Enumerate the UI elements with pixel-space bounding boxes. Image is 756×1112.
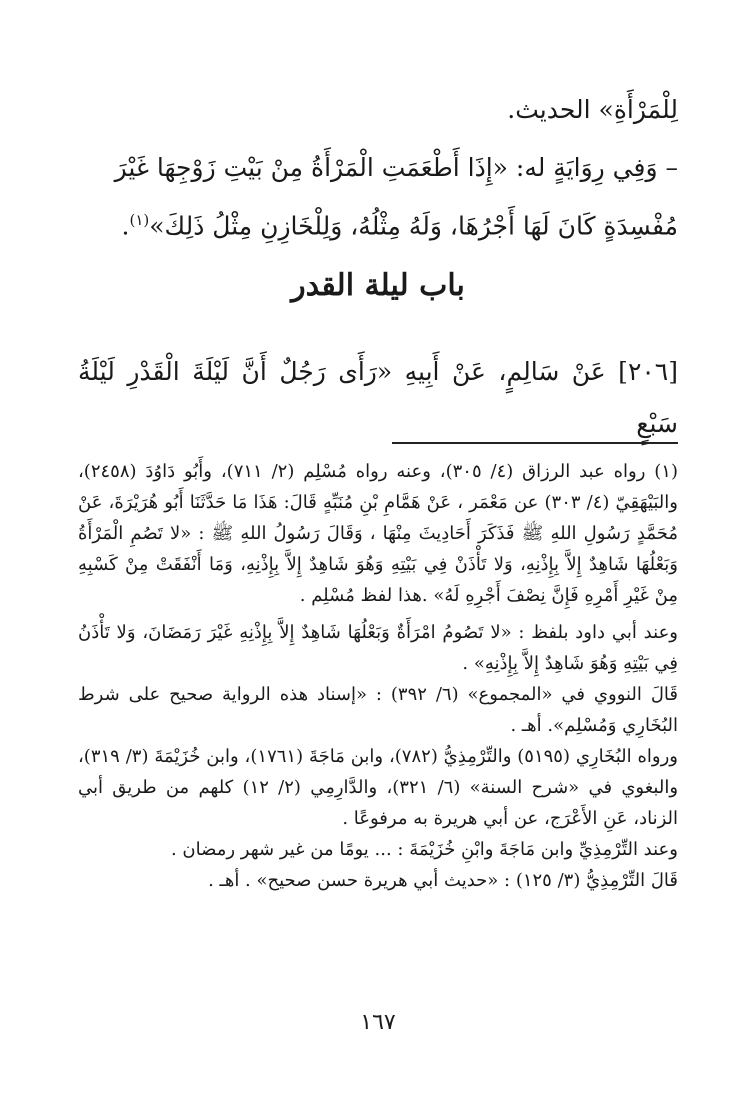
hadith-line: [٢٠٦] عَنْ سَالِمٍ، عَنْ أَبِيهِ «رَأَى رَجُلٌ أَنَّ لَيْلَةَ الْقَدْرِ لَيْلَةُ سَبْعٍ: [78, 357, 678, 438]
footnote-nawawi: قَالَ النووي في «المجموع» (٦/ ٣٩٢) : «إسناد هذه الرواية صحيح على شرط البُخَارِي وَمُسْلِم». أهـ .: [78, 684, 678, 736]
footnote-tirmidhi-grade: قَالَ التِّرْمِذِيُّ (٣/ ١٢٥) : «حديث أبي هريرة حسن صحيح» . أهـ .: [208, 870, 678, 891]
footnote-bukhari: ورواه البُخَارِي (٥١٩٥) والتِّرْمِذِيُّ (٧٨٢)، وابن مَاجَةَ (١٧٦١)، وابن خُزَيْمَةَ (٣/ ٣١٩)، والبغوي في «شرح السنة» (٦/ ٣٢١)، والدَّارِمِي (٢/ ١٢) كلهم من طريق أبي الزناد، عَنِ الأَعْرَج، عن أبي هريرة به مرفوعًا .: [78, 746, 679, 829]
main-text: [78, 84, 678, 252]
riwaya-line-2-end: .: [121, 211, 130, 241]
footnote-1: (١) رواه عبد الرزاق (٤/ ٣٠٥)، وعنه رواه مُسْلِم (٢/ ٧١١)، وأَبُو دَاوُدَ (٢٤٥٨)، والبَيْهَقِيّ (٤/ ٣٠٣) عن مَعْمَر ، عَنْ هَمَّامِ بْنِ مُنَبِّهٍ قَالَ: هَذَا مَا حَدَّثَنَا أَبُو هُرَيْرَةَ، عَنْ مُحَمَّدٍ رَسُولِ اللهِ ﷺ فَذَكَرَ أَحَادِيثَ مِنْهَا ، وَقَالَ رَسُولُ اللهِ ﷺ : «لا تَصُمِ الْمَرْأَةُ وَبَعْلُهَا شَاهِدٌ إِلاَّ بِإِذْنِهِ، وَلا تَأْذَنْ فِي بَيْتِهِ وَهُوَ شَاهِدٌ إِلاَّ بِإِذْنِهِ، وَمَا أَنْفَقَتْ مِنْ كَسْبِهِ مِنْ غَيْرِ أَمْرِهِ فَإِنَّ نِصْفَ أَجْرِهِ لَهُ» .هذا لفظ مُسْلِم .: [78, 461, 678, 606]
footnotes: [78, 456, 678, 896]
footnote-abu-dawud: وعند أبي داود بلفظ : «لا تَصُومُ امْرَأَةٌ وَبَعْلُهَا شَاهِدٌ إِلاَّ بِإِذْنِهِ غَيْرَ رَمَضَانَ، وَلا تَأْذَنُ فِي بَيْتِهِ وَهُوَ شَاهِدٌ إِلاَّ بِإِذْنِهِ» .: [78, 622, 678, 674]
riwaya-line-2: [78, 194, 678, 252]
hadith-block: [78, 346, 678, 450]
footnote-marker: (١): [129, 211, 150, 229]
footnote-tirmidhi: وعند التِّرْمِذِيِّ وابن مَاجَةَ وابْنِ خُزَيْمَةَ : ... يومًا من غير شهر رمضان .: [170, 839, 678, 860]
chapter-title: باب ليلة القدر: [291, 268, 465, 303]
riwaya-line-2-text: مُفْسِدَةٍ كَانَ لَهَا أَجْرُهَا، وَلَهُ مِثْلُهُ، وَلِلْخَازِنِ مِثْلُ ذَلِكَ»: [149, 211, 678, 241]
page-number: ١٦٧: [360, 1010, 396, 1035]
riwaya-line-1: – وَفِي رِوَايَةٍ له: «إِذَا أَطْعَمَتِ الْمَرْأَةُ مِنْ بَيْتِ زَوْجِهَا غَيْرَ: [114, 153, 678, 182]
top-line: لِلْمَرْأَةِ» الحديث.: [507, 95, 678, 124]
footnote-divider: [392, 442, 678, 444]
